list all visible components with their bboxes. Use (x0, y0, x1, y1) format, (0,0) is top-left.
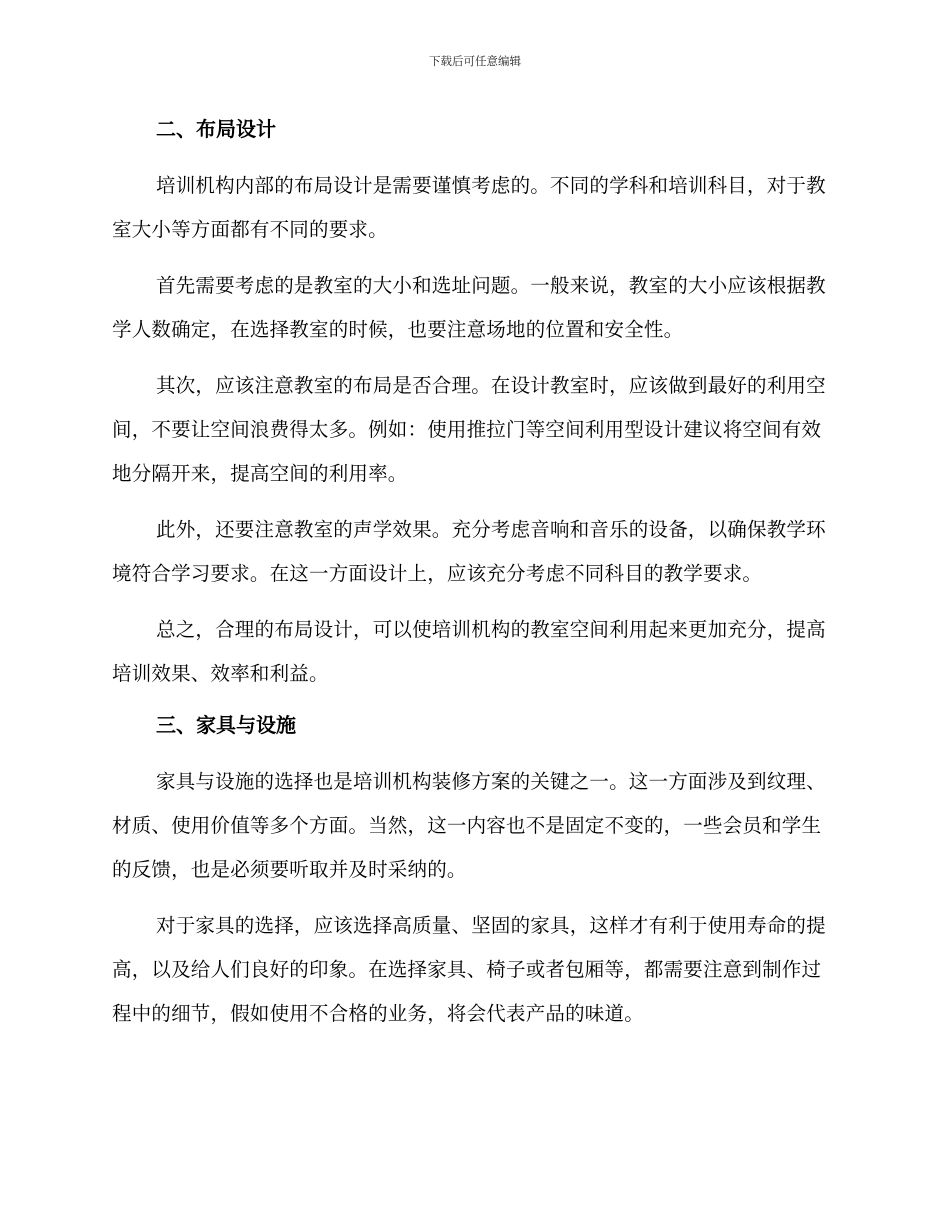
paragraph: 首先需要考虑的是教室的大小和选址问题。一般来说，教室的大小应该根据教学人数确定，在选择教室的时候，也要注意场地的位置和安全性。 (112, 274, 826, 341)
paragraph: 培训机构内部的布局设计是需要谨慎考虑的。不同的学科和培训科目，对于教室大小等方面都有不同的要求。 (112, 174, 826, 241)
section-heading-furniture: 三、家具与设施 (156, 713, 296, 737)
paragraph: 家具与设施的选择也是培训机构装修方案的关键之一。这一方面涉及到纹理、材质、使用价值等多个方面。当然，这一内容也不是固定不变的，一些会员和学生的反馈，也是必须要听取并及时采纳的。 (112, 770, 826, 881)
section-heading-layout: 二、布局设计 (156, 117, 276, 141)
paragraph: 对于家具的选择，应该选择高质量、坚固的家具，这样才有利于使用寿命的提高，以及给人们良好的印象。在选择家具、椅子或者包厢等，都需要注意到制作过程中的细节，假如使用不合格的业务，将会代表产品的味道。 (112, 914, 826, 1025)
document-body (112, 112, 832, 1048)
header-note: 下载后可任意编辑 (429, 54, 521, 68)
paragraph: 其次，应该注意教室的布局是否合理。在设计教室时，应该做到最好的利用空间，不要让空间浪费得太多。例如：使用推拉门等空间利用型设计建议将空间有效地分隔开来，提高空间的利用率。 (112, 374, 826, 485)
paragraph: 此外，还要注意教室的声学效果。充分考虑音响和音乐的设备，以确保教学环境符合学习要求。在这一方面设计上，应该充分考虑不同科目的教学要求。 (112, 518, 826, 585)
paragraph: 总之，合理的布局设计，可以使培训机构的教室空间利用起来更加充分，提高培训效果、效率和利益。 (112, 618, 826, 685)
